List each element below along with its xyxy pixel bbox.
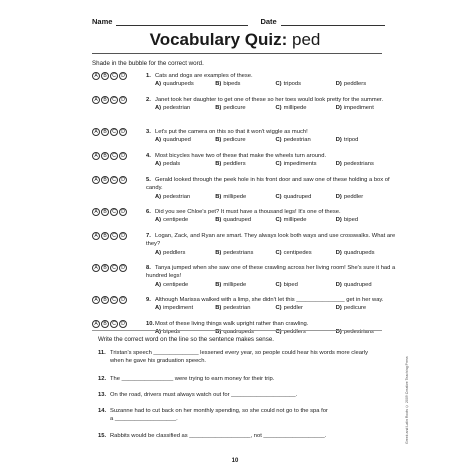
- sentence-item: [98, 349, 388, 366]
- option-letter: D): [335, 329, 342, 336]
- answer-bubble[interactable]: B: [101, 232, 109, 240]
- answer-options: [146, 104, 396, 112]
- option-text: peddler: [283, 305, 303, 312]
- title-divider: [92, 53, 382, 54]
- option-letter: D): [335, 305, 342, 312]
- question-body: [146, 232, 396, 257]
- option-text: peddlers: [163, 249, 186, 256]
- option-letter: B): [215, 305, 222, 312]
- sentence-item: [98, 391, 388, 399]
- answer-options: [146, 80, 396, 88]
- question-text: Most bicycles have two of these that make the wheels turn around.: [155, 153, 327, 159]
- question-text: Gerald looked through the peek hole in his front door and saw one of these holding a box of candy.: [146, 177, 390, 192]
- sentence-text: The ________________ were trying to earn money for their trip.: [110, 376, 275, 382]
- option-letter: A): [155, 329, 162, 336]
- answer-bubbles: [92, 128, 128, 136]
- answer-option: [276, 249, 336, 257]
- answer-bubble[interactable]: A: [92, 152, 100, 160]
- option-text: peddlers: [223, 161, 246, 168]
- title-bold: Vocabulary Quiz:: [149, 30, 288, 49]
- answer-bubble[interactable]: B: [101, 72, 109, 80]
- option-text: quadruped: [283, 193, 312, 200]
- answer-bubble[interactable]: C: [110, 208, 118, 216]
- option-letter: A): [155, 193, 162, 200]
- question-number: 6.: [146, 209, 151, 215]
- page-title: [0, 30, 470, 50]
- sentence-text: Rabbits would be classified as ___________________, not ___________________.: [110, 433, 327, 439]
- answer-bubble[interactable]: A: [92, 320, 100, 328]
- question-text: Did you see Chloe's pet? It must have a thousand legs! It's one of these.: [155, 209, 341, 215]
- answer-options: [146, 216, 396, 224]
- answer-bubble[interactable]: B: [101, 208, 109, 216]
- answer-option: [155, 160, 215, 168]
- question-number: 8.: [146, 265, 151, 271]
- answer-bubble[interactable]: A: [92, 296, 100, 304]
- option-letter: C): [275, 329, 282, 336]
- answer-options: [146, 281, 396, 289]
- answer-option: [276, 304, 336, 312]
- answer-option: [215, 136, 275, 144]
- option-letter: B): [215, 161, 222, 168]
- option-letter: B): [215, 81, 222, 88]
- answer-bubble[interactable]: D: [119, 72, 127, 80]
- option-letter: C): [275, 105, 282, 112]
- question-body: [146, 128, 396, 145]
- option-letter: A): [155, 105, 162, 112]
- question-body: [146, 264, 396, 289]
- answer-options: [146, 249, 396, 257]
- part2-instruction: Write the correct word on the line so the sentence makes sense.: [98, 336, 274, 343]
- question-text: Cats and dogs are examples of these.: [155, 73, 253, 79]
- option-text: pedestrian: [283, 137, 311, 144]
- question-prompt: [146, 208, 396, 216]
- answer-option: [215, 104, 275, 112]
- option-text: centipede: [163, 217, 189, 224]
- answer-option: [155, 216, 215, 224]
- option-text: pedestrian: [163, 105, 191, 112]
- question-body: [146, 72, 396, 89]
- question-text: Let's put the camera on this so that it won't wiggle as much!: [155, 129, 308, 135]
- option-text: tripods: [283, 81, 302, 88]
- answer-bubble[interactable]: D: [119, 296, 127, 304]
- option-text: impediments: [283, 161, 317, 168]
- answer-bubble[interactable]: D: [119, 176, 127, 184]
- question-prompt: [146, 232, 396, 249]
- answer-option: [336, 304, 396, 312]
- sentence-number: 13.: [98, 392, 107, 398]
- option-letter: C): [275, 161, 282, 168]
- sentence-text: Tristan's speech ______________ lessened every year, so people could hear his words more clearly: [110, 350, 369, 356]
- answer-option: [336, 136, 396, 144]
- option-text: millipede: [223, 193, 247, 200]
- answer-bubble[interactable]: B: [101, 128, 109, 136]
- option-letter: C): [275, 281, 282, 288]
- option-text: centipede: [163, 281, 189, 288]
- answer-option: [155, 136, 215, 144]
- answer-bubbles: [92, 208, 128, 216]
- option-text: biped: [343, 217, 359, 224]
- answer-option: [336, 104, 396, 112]
- option-letter: D): [335, 193, 342, 200]
- option-text: millipede: [283, 217, 307, 224]
- question-number: 9.: [146, 297, 151, 303]
- option-letter: C): [275, 305, 282, 312]
- option-letter: B): [215, 193, 222, 200]
- date-label: Date: [260, 17, 277, 26]
- answer-bubble[interactable]: A: [92, 264, 100, 272]
- answer-option: [215, 80, 275, 88]
- answer-option: [155, 80, 215, 88]
- option-text: quadrupeds: [343, 249, 375, 256]
- question-number: 4.: [146, 153, 151, 159]
- sentence-item: [98, 407, 388, 424]
- answer-bubble[interactable]: A: [92, 208, 100, 216]
- question-text: Although Marissa walked with a limp, she didn't let this _______________ get in her way.: [155, 297, 384, 303]
- answer-option: [215, 249, 275, 257]
- option-letter: D): [335, 217, 342, 224]
- question-prompt: [146, 296, 396, 304]
- answer-bubble[interactable]: C: [110, 96, 118, 104]
- option-text: pedestrian: [223, 305, 251, 312]
- answer-option: [215, 281, 275, 289]
- question-prompt: [146, 176, 396, 193]
- question-prompt: [146, 264, 396, 281]
- part1-instruction: Shade in the bubble for the correct word.: [92, 60, 204, 67]
- option-text: pedestrian: [163, 193, 191, 200]
- sentence-item: [98, 375, 388, 383]
- question-prompt: [146, 320, 396, 328]
- answer-bubble[interactable]: B: [101, 320, 109, 328]
- option-letter: D): [335, 161, 342, 168]
- option-text: biped: [283, 281, 298, 288]
- sentence-text: Suzanne had to cut back on her monthly spending, so she could not go to the spa for: [110, 408, 328, 414]
- sentence-line[interactable]: [98, 432, 388, 440]
- option-text: impediment: [163, 305, 194, 312]
- answer-bubbles: [92, 320, 128, 328]
- sentence-number: 12.: [98, 376, 107, 382]
- option-text: peddlers: [283, 329, 306, 336]
- answer-options: [146, 160, 396, 168]
- answer-bubble[interactable]: B: [101, 152, 109, 160]
- option-text: bipeds: [223, 81, 241, 88]
- answer-bubble[interactable]: C: [110, 176, 118, 184]
- sentence-continuation[interactable]: a ___________________.: [110, 416, 178, 423]
- option-text: quadrupeds: [163, 81, 194, 88]
- question-prompt: [146, 72, 396, 80]
- question-number: 10.: [146, 321, 155, 327]
- question-number: 5.: [146, 177, 151, 183]
- side-credit: Greek and Latin Roots © 2009 Creative Teaching Press: [405, 356, 409, 444]
- option-letter: B): [215, 249, 222, 256]
- option-letter: B): [215, 137, 222, 144]
- option-letter: A): [155, 81, 162, 88]
- answer-bubble[interactable]: D: [119, 152, 127, 160]
- answer-option: [336, 216, 396, 224]
- question-prompt: [146, 96, 396, 104]
- answer-option: [336, 80, 396, 88]
- name-line[interactable]: [116, 18, 248, 26]
- option-letter: B): [215, 329, 222, 336]
- question-text: Janet took her daughter to get one of these so her toes would look pretty for the summer.: [155, 97, 384, 103]
- option-letter: D): [335, 105, 342, 112]
- answer-bubble[interactable]: B: [101, 176, 109, 184]
- option-text: impediment: [343, 105, 374, 112]
- answer-bubble[interactable]: C: [110, 320, 118, 328]
- answer-options: [146, 304, 396, 312]
- question-body: [146, 96, 396, 113]
- answer-bubble[interactable]: B: [101, 264, 109, 272]
- question-prompt: [146, 152, 396, 160]
- question-number: 1.: [146, 73, 151, 79]
- option-text: peddler: [343, 193, 364, 200]
- answer-bubbles: [92, 72, 128, 80]
- answer-bubbles: [92, 232, 128, 240]
- option-letter: D): [335, 137, 342, 144]
- date-line[interactable]: [281, 18, 385, 26]
- option-letter: A): [155, 281, 162, 288]
- option-letter: C): [275, 193, 282, 200]
- question-number: 2.: [146, 97, 151, 103]
- sentence-line[interactable]: [98, 391, 388, 399]
- option-text: quadruped: [343, 281, 372, 288]
- option-letter: A): [155, 161, 162, 168]
- option-text: pedicure: [223, 137, 246, 144]
- option-letter: D): [335, 81, 342, 88]
- option-text: quadruped: [223, 217, 252, 224]
- section-divider: [92, 330, 382, 331]
- option-letter: A): [155, 217, 162, 224]
- answer-option: [276, 281, 336, 289]
- answer-option: [215, 216, 275, 224]
- answer-option: [336, 249, 396, 257]
- option-text: bipeds: [163, 329, 181, 336]
- answer-option: [215, 304, 275, 312]
- option-text: pedestrians: [343, 329, 374, 336]
- sentence-number: 15.: [98, 433, 107, 439]
- answer-option: [336, 281, 396, 289]
- title-root: ped: [291, 30, 321, 49]
- option-letter: C): [275, 81, 282, 88]
- answer-bubble[interactable]: A: [92, 72, 100, 80]
- option-text: peddlers: [343, 81, 367, 88]
- question-body: [146, 176, 396, 201]
- option-text: quadrupeds: [223, 329, 254, 336]
- option-letter: C): [275, 249, 282, 256]
- answer-option: [155, 249, 215, 257]
- name-label: Name: [92, 17, 113, 26]
- answer-option: [276, 193, 336, 201]
- option-letter: C): [275, 137, 282, 144]
- answer-bubble[interactable]: A: [92, 176, 100, 184]
- answer-option: [336, 193, 396, 201]
- answer-bubble[interactable]: A: [92, 128, 100, 136]
- answer-bubbles: [92, 264, 128, 272]
- question-number: 3.: [146, 129, 151, 135]
- answer-bubble[interactable]: A: [92, 96, 100, 104]
- option-text: centipedes: [283, 249, 312, 256]
- question-text: Logan, Zack, and Ryan are smart. They always look both ways and use crosswalks. What are they?: [146, 233, 396, 248]
- sentence-line[interactable]: [98, 375, 388, 383]
- question-text: Tanya jumped when she saw one of these crawling across her living room! She's sure it had a hundred legs!: [146, 265, 396, 280]
- option-text: quadruped: [163, 137, 191, 144]
- answer-option: [276, 136, 336, 144]
- question-prompt: [146, 128, 396, 136]
- answer-option: [155, 104, 215, 112]
- sentence-number: 14.: [98, 408, 107, 414]
- answer-option: [215, 193, 275, 201]
- option-letter: D): [335, 249, 342, 256]
- answer-bubble[interactable]: A: [92, 232, 100, 240]
- sentence-number: 11.: [98, 350, 106, 356]
- option-text: pedestrians: [343, 161, 374, 168]
- answer-bubble[interactable]: C: [110, 232, 118, 240]
- option-text: millipede: [283, 105, 307, 112]
- answer-bubble[interactable]: C: [110, 296, 118, 304]
- name-date-row: [92, 14, 392, 26]
- answer-bubble[interactable]: C: [110, 264, 118, 272]
- answer-bubble[interactable]: D: [119, 96, 127, 104]
- page-number: 10: [231, 458, 239, 464]
- option-letter: B): [215, 217, 222, 224]
- option-letter: B): [215, 105, 222, 112]
- option-text: tripod: [343, 137, 359, 144]
- answer-bubble[interactable]: D: [119, 208, 127, 216]
- answer-bubble[interactable]: C: [110, 72, 118, 80]
- answer-bubble[interactable]: C: [110, 128, 118, 136]
- answer-option: [155, 304, 215, 312]
- question-number: 7.: [146, 233, 151, 239]
- answer-option: [155, 193, 215, 201]
- option-letter: A): [155, 305, 162, 312]
- option-text: pedestrians: [223, 249, 254, 256]
- answer-bubbles: [92, 96, 128, 104]
- sentence-line[interactable]: [98, 349, 388, 357]
- option-letter: C): [275, 217, 282, 224]
- question-text: Most of these living things walk upright rather than crawling.: [155, 321, 309, 327]
- option-letter: A): [155, 137, 162, 144]
- question-body: [146, 152, 396, 169]
- option-text: millipede: [223, 281, 247, 288]
- answer-option: [276, 80, 336, 88]
- answer-option: [155, 281, 215, 289]
- option-letter: B): [215, 281, 222, 288]
- sentence-continuation[interactable]: when he gave his graduation speech.: [110, 358, 207, 365]
- answer-bubble[interactable]: C: [110, 152, 118, 160]
- question-body: [146, 208, 396, 225]
- answer-bubble[interactable]: B: [101, 296, 109, 304]
- answer-bubble[interactable]: B: [101, 96, 109, 104]
- answer-options: [146, 136, 396, 144]
- answer-bubbles: [92, 296, 128, 304]
- answer-bubbles: [92, 176, 128, 184]
- answer-bubble[interactable]: D: [119, 128, 127, 136]
- option-letter: D): [335, 281, 342, 288]
- sentence-text: On the road, drivers must always watch out for ____________________.: [110, 392, 298, 398]
- answer-option: [276, 216, 336, 224]
- option-text: pedals: [163, 161, 181, 168]
- answer-option: [276, 160, 336, 168]
- answer-options: [146, 193, 396, 201]
- question-body: [146, 296, 396, 313]
- question-body: [146, 320, 396, 337]
- answer-option: [215, 160, 275, 168]
- sentence-item: [98, 432, 388, 440]
- answer-option: [276, 104, 336, 112]
- sentence-line[interactable]: [98, 407, 388, 415]
- answer-bubble[interactable]: D: [119, 320, 127, 328]
- option-text: pedicure: [223, 105, 246, 112]
- answer-bubbles: [92, 152, 128, 160]
- answer-bubble[interactable]: D: [119, 232, 127, 240]
- option-letter: A): [155, 249, 162, 256]
- answer-option: [336, 160, 396, 168]
- answer-bubble[interactable]: D: [119, 264, 127, 272]
- option-text: pedicure: [343, 305, 367, 312]
